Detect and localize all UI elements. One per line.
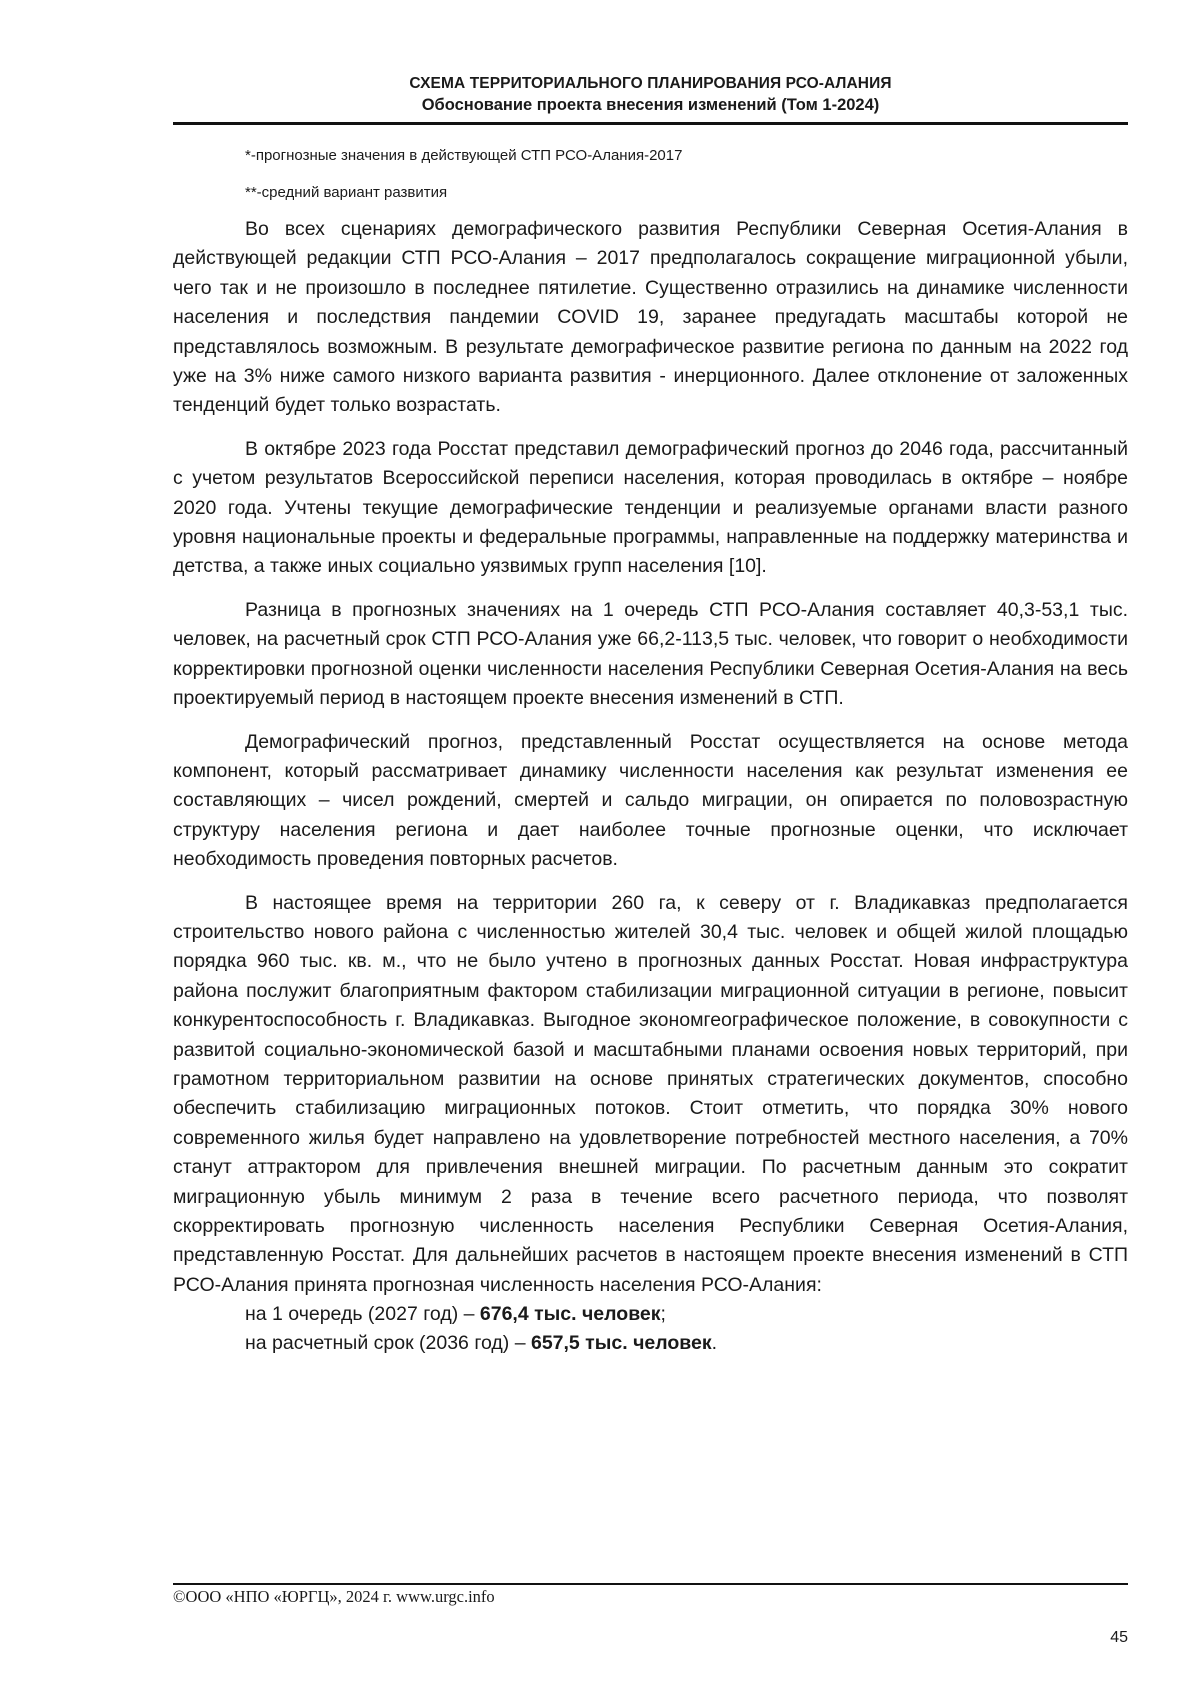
header-divider: [173, 122, 1128, 125]
paragraph-component-method: Демографический прогноз, представленный Росстат осуществляется на основе метода компонент, который рассматривает динамику численности населения как результат изменения ее составляющих – чисел рождений, смертей и сальдо миграции, он опирается по половозрастную структуру населения региона и дает наиболее точные прогнозные оценки, что исключает необходимость проведения повторных расчетов.: [173, 730, 1128, 871]
page-header: [173, 74, 1128, 116]
projection-first-stage-value: 676,4 тыс. человек: [479, 1303, 661, 1326]
footnote-variant: **-средний вариант развития: [245, 184, 448, 201]
footer-copyright: ©ООО «НПО «ЮРГЦ», 2024 г. www.urgc.info: [173, 1587, 495, 1606]
footnote-forecast: *-прогнозные значения в действующей СТП РСО-Алания-2017: [245, 147, 683, 164]
projection-first-stage-label: на 1 очередь (2027 год) –: [245, 1303, 480, 1326]
paragraph-new-district: В настоящее время на территории 260 га, к северу от г. Владикавказ предполагается строительство нового района с численностью жителей 30,4 тыс. человек и общей жилой площадью порядка 960 тыс. кв. м., что не было учтено в прогнозных данных Росстат. Новая инфраструктура района послужит благоприятным фактором стабилизации миграционной ситуации в регионе, повысит конкурентоспособность г. Владикавказ. Выгодное экономгеографическое положение, в совокупности с развитой социально-экономической базой и масштабными планами освоения новых территорий, при грамотном территориальном развитии на основе принятых стратегических документов, способно обеспечить стабилизацию миграционных потоков. Стоит отметить, что порядка 30% нового современного жилья будет направлено на удовлетворение потребностей местного населения, а 70% станут аттрактором для привлечения внешней миграции. По расчетным данным это сократит миграционную убыль минимум 2 раза в течение всего расчетного периода, что позволят скорректировать прогнозную численность населения Республики Северная Осетия-Алания, представленную Росстат. Для дальнейших расчетов в настоящем проекте внесения изменений в СТП РСО-Алания принята прогнозная численность населения РСО-Алания:: [173, 891, 1128, 1296]
projection-estimated-term-value: 657,5 тыс. человек: [530, 1332, 712, 1355]
projection-estimated-term: [173, 1329, 1128, 1358]
projection-first-stage-punct: ;: [660, 1303, 666, 1326]
header-subtitle: Обоснование проекта внесения изменений (Том 1-2024): [421, 96, 880, 114]
header-title: СХЕМА ТЕРРИТОРИАЛЬНОГО ПЛАНИРОВАНИЯ РСО-АЛАНИЯ: [409, 75, 892, 92]
page-number: 45: [1110, 1629, 1128, 1646]
paragraph-scenarios: Во всех сценариях демографического развития Республики Северная Осетия-Алания в действующей редакции СТП РСО-Алания – 2017 предполагалось сокращение миграционной убыли, чего так и не произошло в последнее пятилетие. Существенно отразились на динамике численности населения и последствия пандемии COVID 19, заранее предугадать масштабы которой не представлялось возможным. В результате демографическое развитие региона по данным на 2022 год уже на 3% ниже самого низкого варианта развития - инерционного. Далее отклонение от заложенных тенденций будет только возрастать.: [173, 218, 1128, 417]
projection-first-stage: [173, 1300, 1128, 1329]
projection-estimated-term-punct: .: [711, 1332, 718, 1355]
page-body: [173, 146, 1128, 1358]
projection-estimated-term-label: на расчетный срок (2036 год) –: [245, 1332, 531, 1355]
paragraph-forecast-difference: Разница в прогнозных значениях на 1 очередь СТП РСО-Алания составляет 40,3-53,1 тыс. человек, на расчетный срок СТП РСО-Алания уже 66,2-113,5 тыс. человек, что говорит о необходимости корректировки прогнозной оценки численности населения Республики Северная Осетия-Алания на весь проектируемый период в настоящем проекте внесения изменений в СТП.: [173, 598, 1128, 710]
paragraph-rosstat-forecast: В октябре 2023 года Росстат представил демографический прогноз до 2046 года, рассчитанный с учетом результатов Всероссийской переписи населения, которая проводилась в октябре – ноябре 2020 года. Учтены текущие демографические тенденции и реализуемые органами власти разного уровня национальные проекты и федеральные программы, направленные на поддержку материнства и детства, а также иных социально уязвимых групп населения [10].: [173, 437, 1128, 578]
footer-divider: [173, 1583, 1128, 1585]
